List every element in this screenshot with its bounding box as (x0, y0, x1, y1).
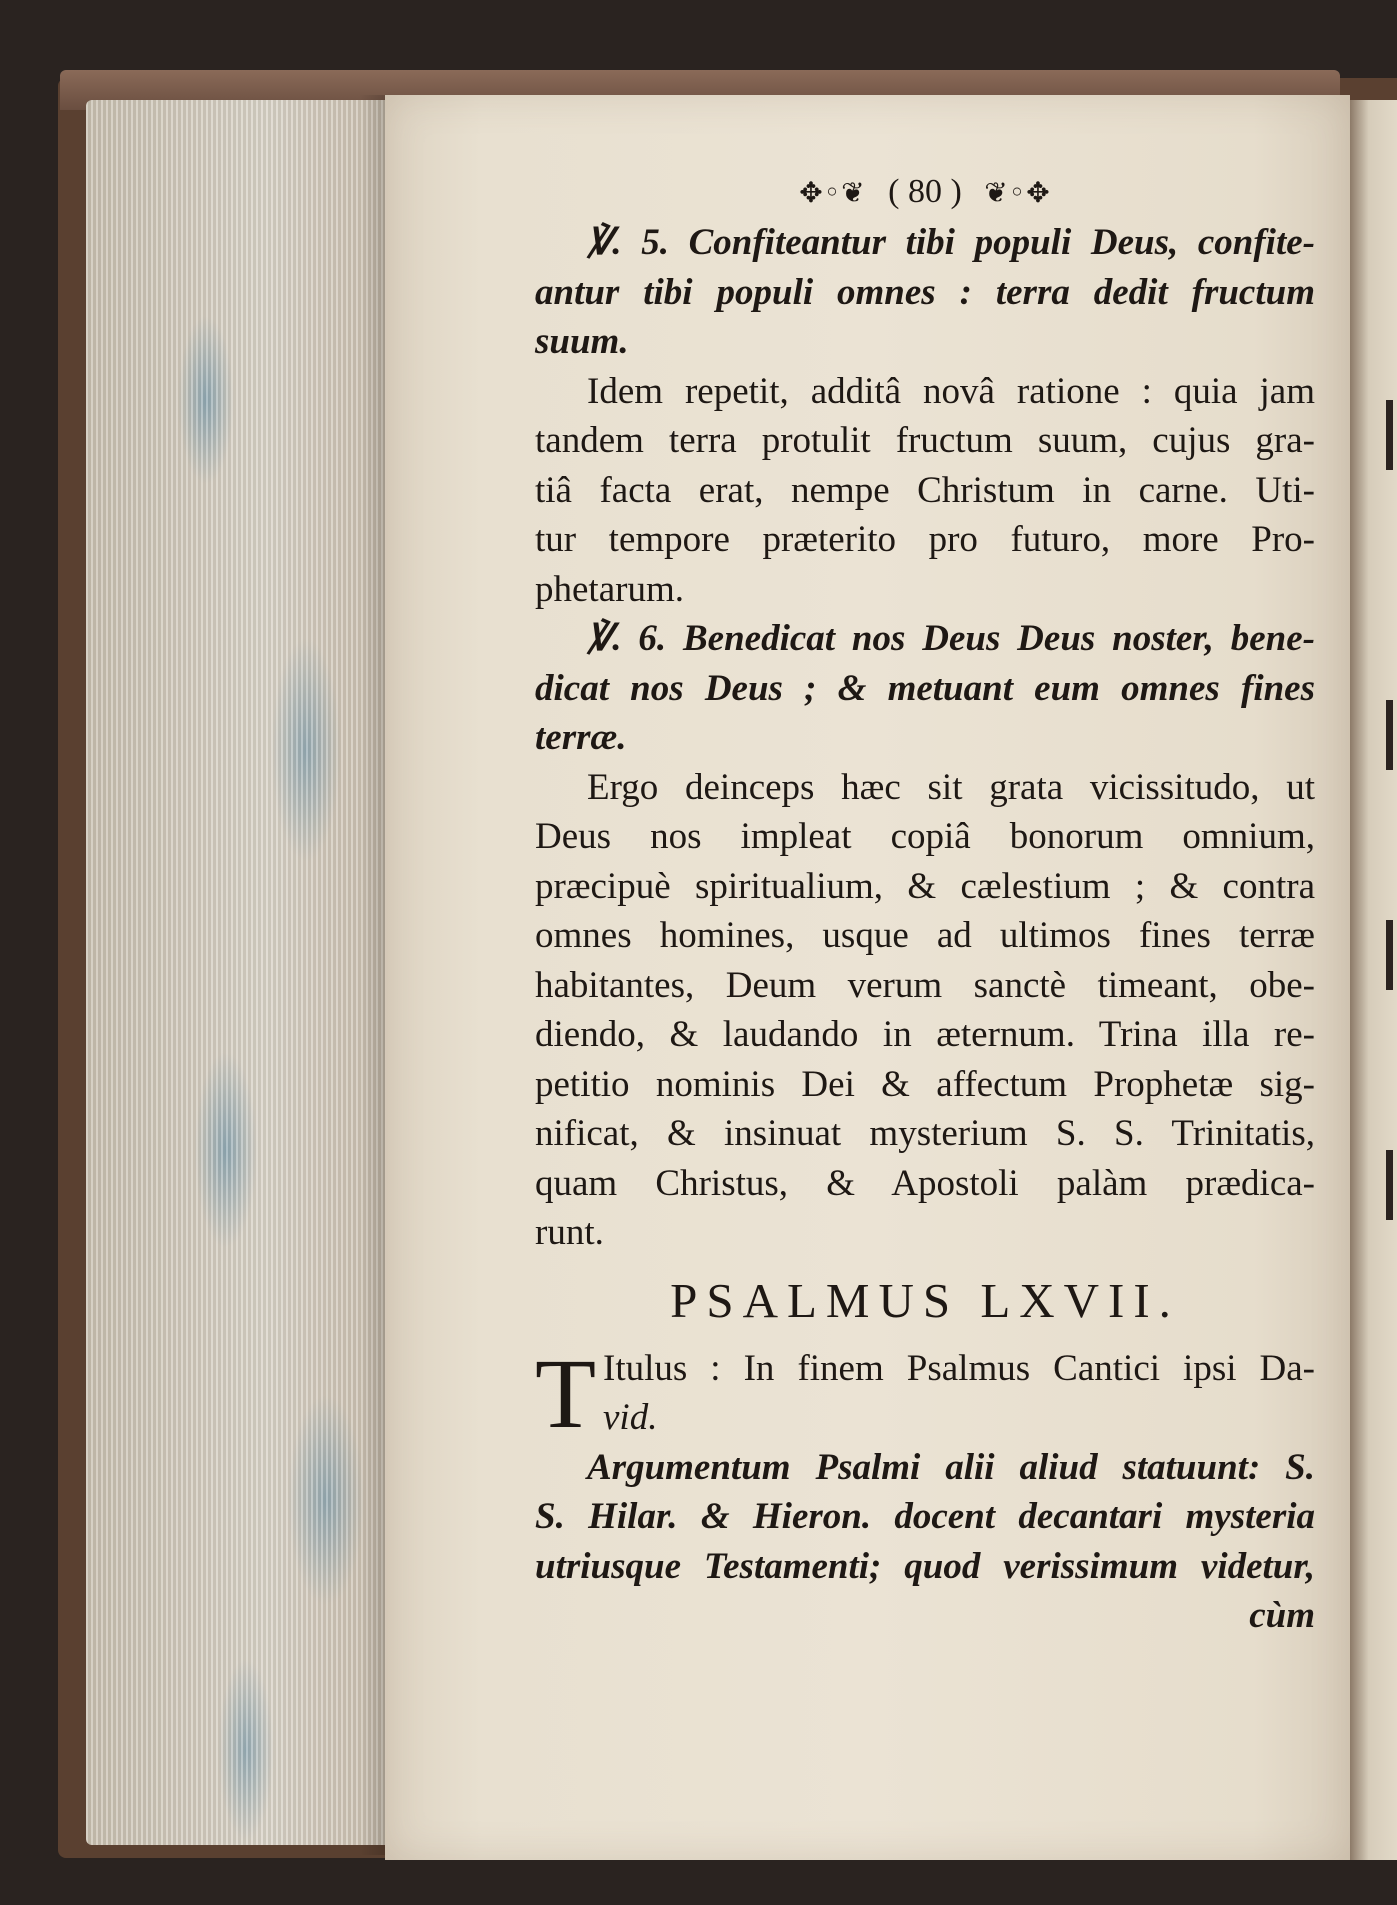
titulus-text: Itulus : In finem Psalmus Cantici ipsi Da- (603, 1347, 1315, 1389)
commentary-line: quam Christus, & Apostoli palàm prædica- (535, 1162, 1315, 1204)
argumentum-line: S. Hilar. & Hieron. docent decantari mysteria (535, 1496, 1315, 1537)
commentary-line: præcipuè spiritualium, & cælestium ; & contra (535, 865, 1315, 907)
verse-line: dicat nos Deus ; & metuant eum omnes fines (535, 667, 1315, 709)
commentary-line: tandem terra protulit fructum suum, cujus gra- (535, 420, 1315, 461)
commentary-line: Deus nos impleat copiâ bonorum omnium, (535, 816, 1315, 857)
page-edges (86, 100, 386, 1845)
drop-cap: T (535, 1337, 597, 1449)
argumentum (535, 1443, 1315, 1592)
catchword: cùm (1249, 1595, 1315, 1636)
argumentum-line: utriusque Testamenti; quod verissimum videtur, (535, 1545, 1315, 1587)
commentary-line: petitio nominis Dei & affectum Prophetæ sig- (535, 1063, 1315, 1105)
verse-line: ℣. 6. Benedicat nos Deus Deus noster, bene- (587, 618, 1315, 659)
commentary-line: omnes homines, usque ad ultimos fines terræ (535, 915, 1315, 956)
titulus-line (535, 1344, 1315, 1394)
commentary-line: tiâ facta erat, nempe Christum in carne. Uti- (535, 469, 1315, 511)
ornament-right-icon: ❦◦✥ (984, 176, 1051, 209)
argumentum-line: Argumentum Psalmi alii aliud statuunt: S. (587, 1446, 1315, 1488)
titulus (535, 1337, 1315, 1449)
commentary-line: Idem repetit, additâ novâ ratione : quia jam (587, 370, 1315, 412)
verse-line: suum. (535, 321, 629, 362)
commentary-line: habitantes, Deum verum sanctè timeant, obe- (535, 964, 1315, 1006)
verse-line: antur tibi populi omnes : terra dedit fructum (535, 271, 1315, 313)
commentary-line: runt. (535, 1212, 604, 1253)
commentary-line: phetarum. (535, 568, 684, 610)
psalm-title: PSALMUS LXVII. (670, 1272, 1180, 1328)
commentary-line: nificat, & insinuat mysterium S. S. Trinitatis, (535, 1113, 1315, 1154)
ornament-left-icon: ✥◦❦ (799, 176, 866, 209)
commentary-line: tur tempore præterito pro futuro, more Pro- (535, 519, 1315, 560)
page-number: ( 80 ) (888, 173, 962, 210)
titulus-line: vid. (603, 1397, 658, 1438)
verse-6 (535, 614, 1315, 763)
verse-line: terræ. (535, 717, 627, 758)
commentary-6 (535, 763, 1315, 1258)
commentary-5 (535, 367, 1315, 615)
running-header (535, 170, 1315, 214)
commentary-line: Ergo deinceps hæc sit grata vicissitudo, ut (587, 766, 1315, 808)
page-text (535, 170, 1315, 1641)
commentary-line: diendo, & laudando in æternum. Trina illa re- (535, 1014, 1315, 1055)
verse-line: ℣. 5. Confiteantur tibi populi Deus, confite- (587, 222, 1315, 263)
verse-5 (535, 218, 1315, 367)
